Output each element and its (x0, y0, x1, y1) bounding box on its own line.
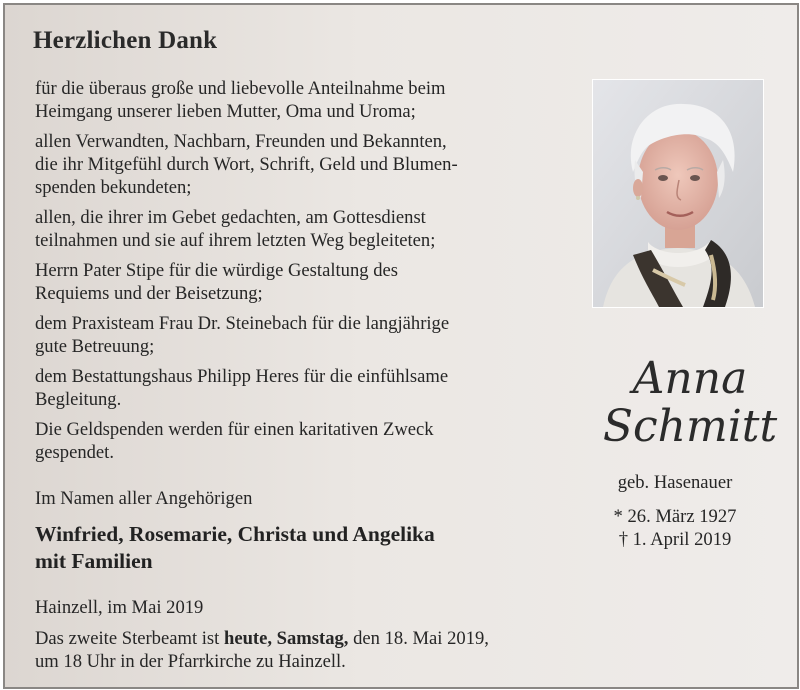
heading: Herzlichen Dank (33, 27, 218, 54)
thanks-paragraph (35, 259, 535, 305)
text-line: Heimgang unserer lieben Mutter, Oma und Uroma; (35, 101, 416, 122)
birth-date: * 26. März 1927 (613, 506, 737, 527)
deceased-name (575, 353, 795, 452)
portrait-photo (592, 79, 764, 308)
thanks-paragraph (35, 206, 535, 252)
text-line: die ihr Mitgefühl durch Wort, Schrift, Geld und Blumen- (35, 154, 458, 175)
obituary-card (3, 3, 799, 689)
thanks-paragraph (35, 130, 535, 199)
last-name: Schmitt (602, 401, 778, 452)
thanks-text (35, 77, 535, 471)
text-line: allen, die ihrer im Gebet gedachten, am Gottesdienst (35, 207, 426, 228)
signers-line: Winfried, Rosemarie, Christa und Angelika (35, 522, 435, 546)
text-line: für die überaus große und liebevolle Anteilnahme beim (35, 78, 446, 99)
birth-name: geb. Hasenauer (617, 472, 733, 493)
mass-announcement (35, 627, 555, 673)
mass-emphasis: heute, Samstag, (223, 628, 349, 649)
place-date: Hainzell, im Mai 2019 (35, 597, 204, 618)
mass-text: um 18 Uhr in der Pfarrkirche zu Hainzell. (35, 651, 346, 672)
thanks-paragraph (35, 77, 535, 123)
text-line: teilnahmen und sie auf ihrem letzten Weg begleiteten; (35, 230, 436, 251)
mass-text: Das zweite Sterbeamt ist (35, 628, 224, 649)
on-behalf-line: Im Namen aller Angehörigen (35, 488, 253, 509)
signers-line: mit Familien (35, 549, 153, 573)
text-line: Requiems und der Beisetzung; (35, 283, 263, 304)
text-line: Begleitung. (35, 389, 122, 410)
life-dates (595, 505, 755, 551)
signers (35, 521, 515, 575)
portrait-illustration (593, 80, 763, 307)
thanks-paragraph (35, 365, 535, 411)
text-line: dem Bestattungshaus Philipp Heres für die einfühlsame (35, 366, 449, 387)
mass-text: den 18. Mai 2019, (348, 628, 489, 649)
text-line: gute Betreuung; (35, 336, 155, 357)
first-name: Anna (632, 353, 748, 404)
text-line: spenden bekundeten; (35, 177, 192, 198)
text-line: Die Geldspenden werden für einen karitativen Zweck (35, 419, 434, 440)
thanks-paragraph (35, 418, 535, 464)
death-date: † 1. April 2019 (618, 529, 732, 550)
text-line: Herrn Pater Stipe für die würdige Gestaltung des (35, 260, 398, 281)
text-line: allen Verwandten, Nachbarn, Freunden und Bekannten, (35, 131, 447, 152)
thanks-paragraph (35, 312, 535, 358)
text-line: dem Praxisteam Frau Dr. Steinebach für die langjährige (35, 313, 450, 334)
text-line: gespendet. (35, 442, 114, 463)
